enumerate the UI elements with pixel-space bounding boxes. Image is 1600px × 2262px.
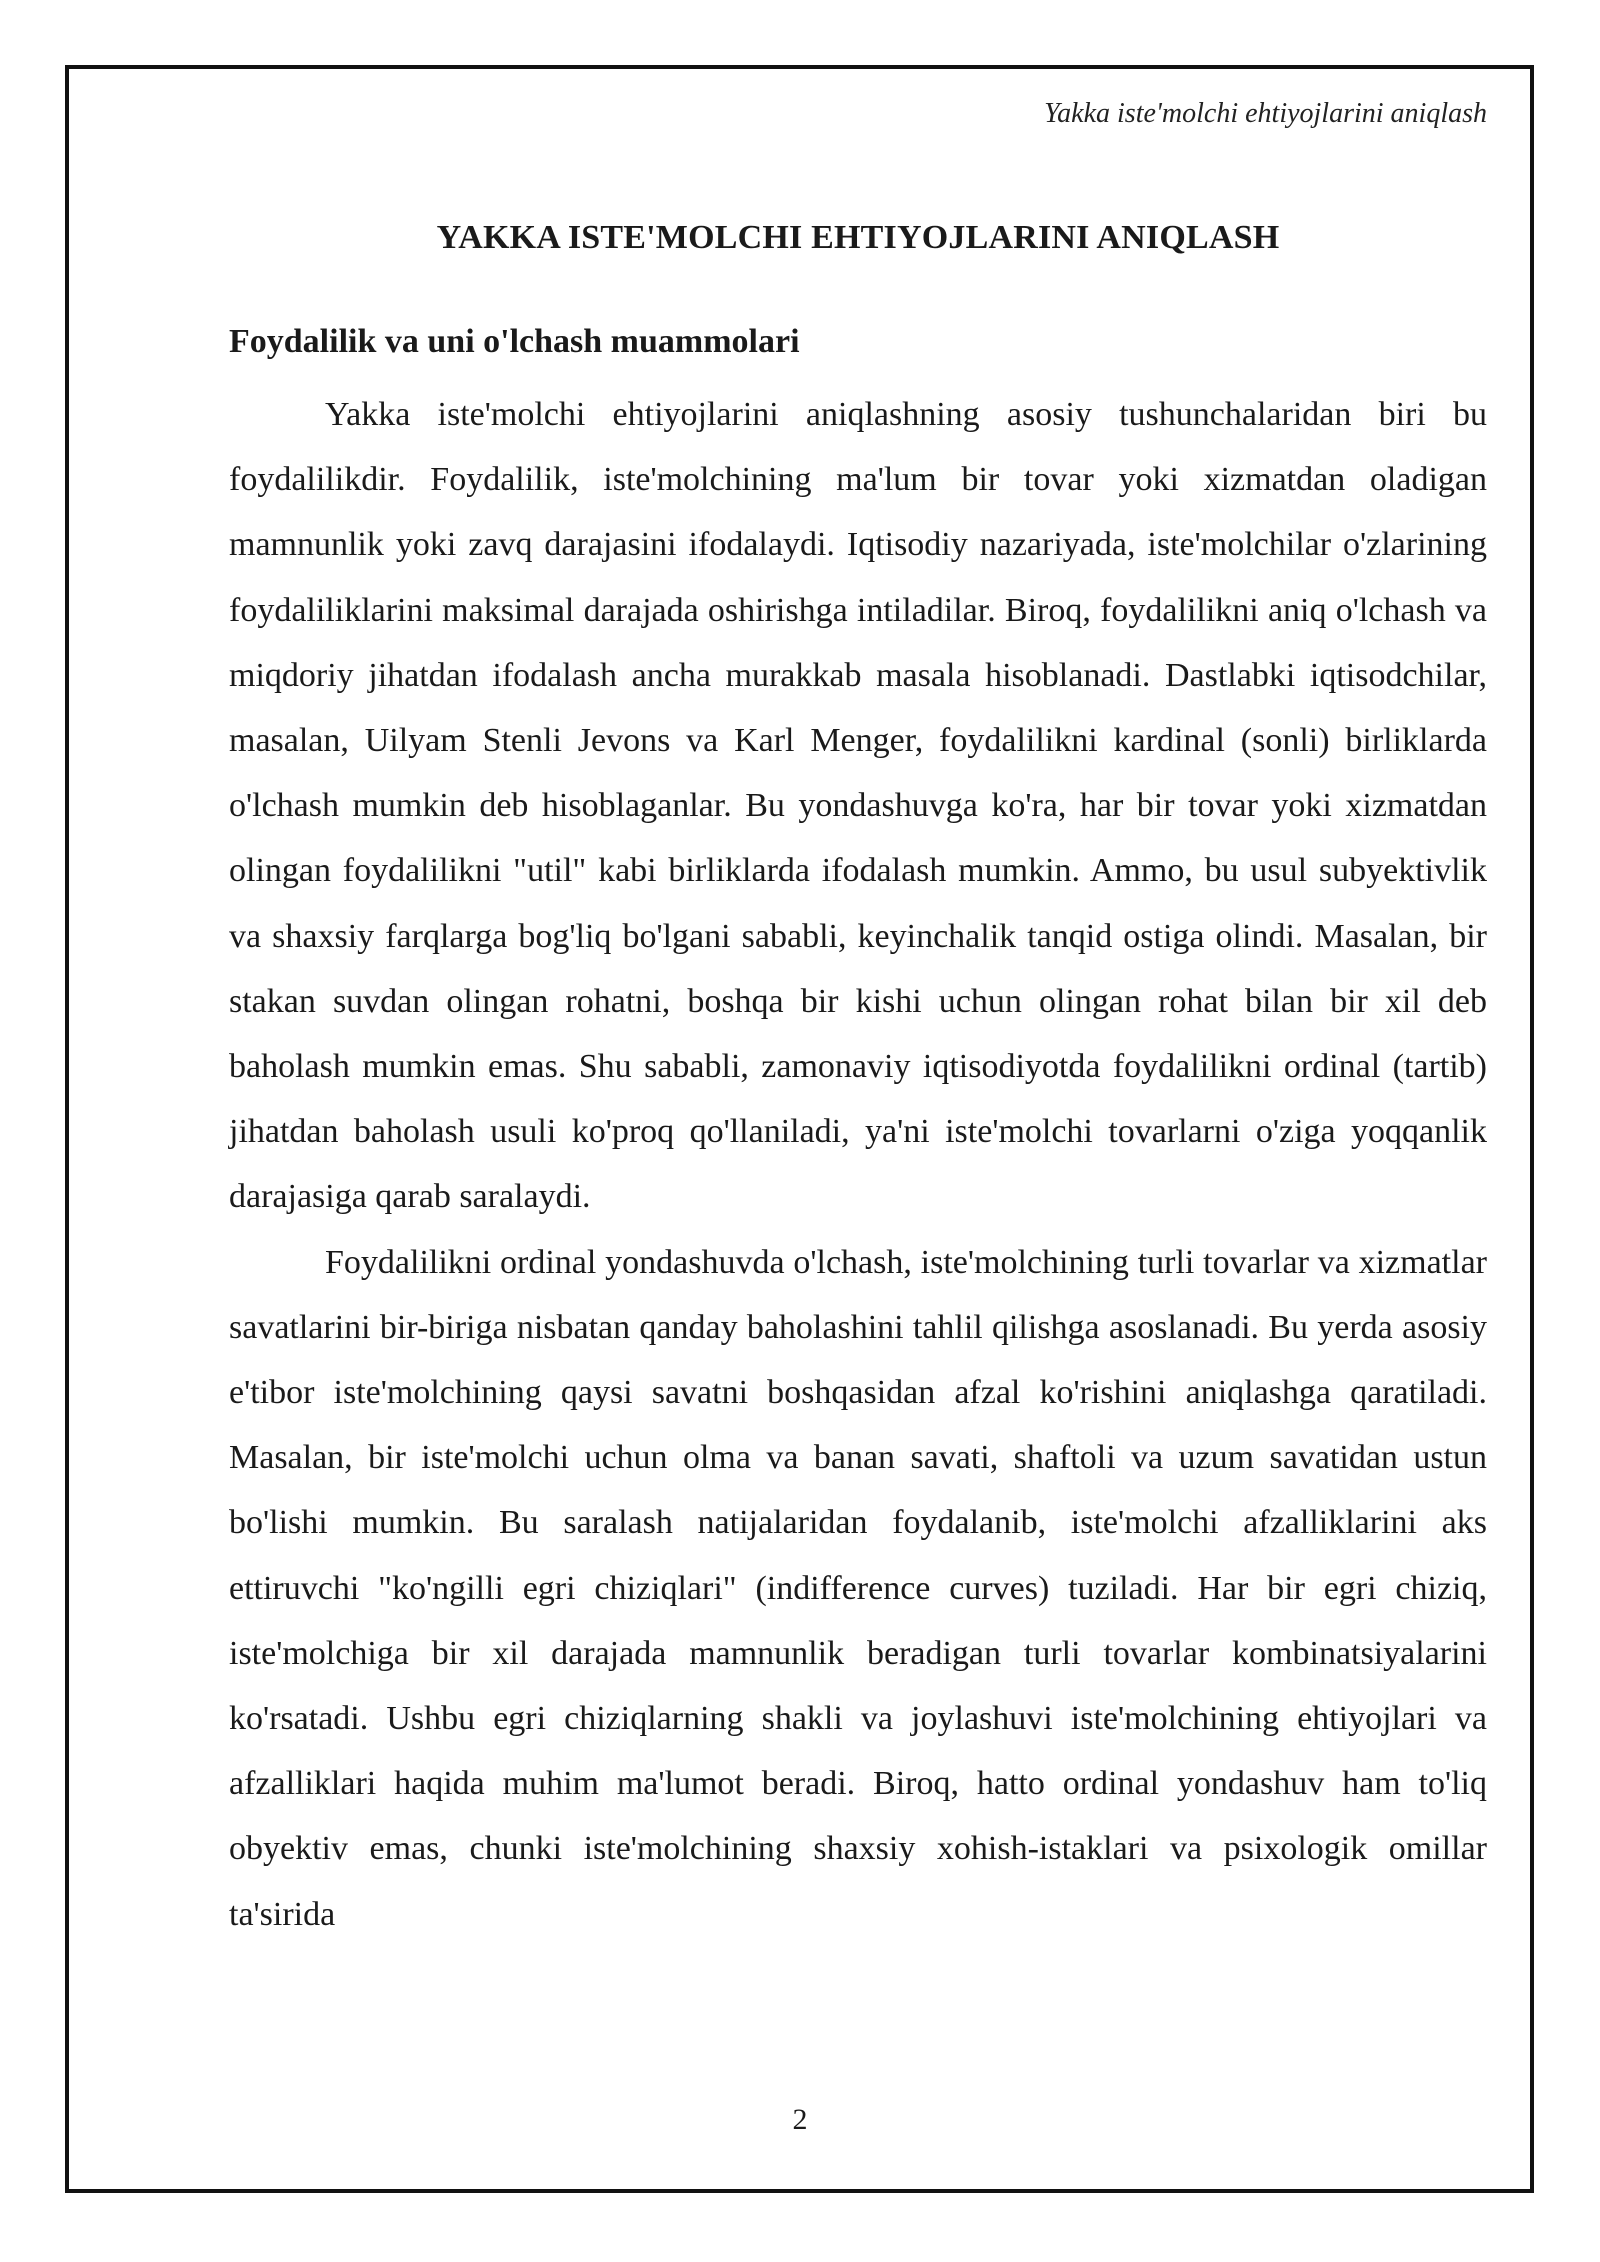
section-heading: Foydalilik va uni o'lchash muammolari	[229, 323, 800, 360]
body-paragraph: Yakka iste'molchi ehtiyojlarini aniqlashning asosiy tushunchalaridan biri bu foydalilikdir. Foydalilik, iste'molchining ma'lum bir tovar yoki xizmatdan oladigan mamnunlik yoki zavq darajasini ifodalaydi. Iqtisodiy nazariyada, iste'molchilar o'zlarining foydaliliklarini maksimal darajada oshirishga intiladilar. Biroq, foydalilikni aniq o'lchash va miqdoriy jihatdan ifodalash ancha murakkab masala hisoblanadi. Dastlabki iqtisodchilar, masalan, Uilyam Stenli Jevons va Karl Menger, foydalilikni kardinal (sonli) birliklarda o'lchash mumkin deb hisoblaganlar. Bu yondashuvga ko'ra, har bir tovar yoki xizmatdan olingan foydalilikni "util" kabi birliklarda ifodalash mumkin. Ammo, bu usul subyektivlik va shaxsiy farqlarga bog'liq bo'lgani sababli, keyinchalik tanqid ostiga olindi. Masalan, bir stakan suvdan olingan rohatni, boshqa bir kishi uchun olingan rohat bilan bir xil deb baholash mumkin emas. Shu sababli, zamonaviy iqtisodiyotda foydalilikni ordinal (tartib) jihatdan baholash usuli ko'proq qo'llaniladi, ya'ni iste'molchi tovarlarni o'ziga yoqqanlik darajasiga qarab saralaydi.	[229, 396, 1487, 1216]
body-paragraph: Foydalilikni ordinal yondashuvda o'lchash, iste'molchining turli tovarlar va xizmatlar savatlarini bir-biriga nisbatan qanday baholashini tahlil qilishga asoslanadi. Bu yerda asosiy e'tibor iste'molchining qaysi savatni boshqasidan afzal ko'rishini aniqlashga qaratiladi. Masalan, bir iste'molchi uchun olma va banan savati, shaftoli va uzum savatidan ustun bo'lishi mumkin. Bu saralash natijalaridan foydalanib, iste'molchi afzalliklarini aks ettiruvchi "ko'ngilli egri chiziqlari" (indifference curves) tuziladi. Har bir egri chiziq, iste'molchiga bir xil darajada mamnunlik beradigan turli tovarlar kombinatsiyalarini ko'rsatadi. Ushbu egri chiziqlarning shakli va joylashuvi iste'molchining ehtiyojlari va afzalliklari haqida muhim ma'lumot beradi. Biroq, hatto ordinal yondashuv ham to'liq obyektiv emas, chunki iste'molchining shaxsiy xohish-istaklari va psixologik omillar ta'sirida	[229, 1243, 1487, 1933]
page-content	[229, 212, 1487, 1947]
document-title: YAKKA ISTE'MOLCHI EHTIYOJLARINI ANIQLASH	[436, 219, 1280, 256]
running-header: Yakka iste'molchi ehtiyojlarini aniqlash	[1044, 98, 1487, 129]
page-number: 2	[792, 2103, 808, 2136]
